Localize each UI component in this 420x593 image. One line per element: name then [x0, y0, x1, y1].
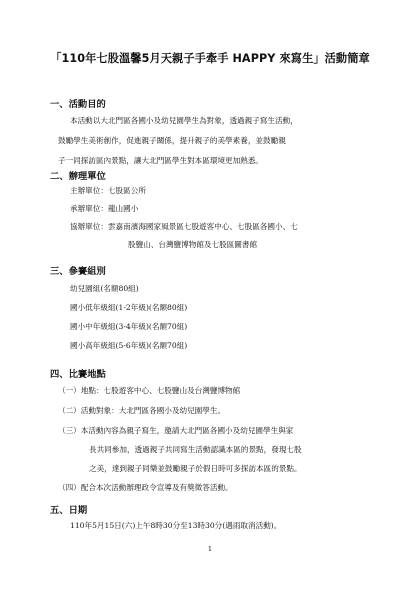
section-heading-date: 五、日期	[50, 505, 88, 516]
group-item-4: 國小高年級組(5-6年級)(名額70組)	[70, 341, 188, 350]
group-item-1: 幼兒園組(名額80組)	[70, 284, 139, 293]
purpose-line-3: 子一同探訪區內景點，讓大北門區學生對本區環境更加熟悉。	[58, 156, 264, 165]
detail-item-4: （四）配合本次活動辦理政令宣導及有獎徵答活動。	[58, 483, 233, 492]
detail-item-1: （一）地點：七股遊客中心、七股鹽山及台灣鹽博物館	[58, 386, 241, 395]
organizer-co-line-1: 協辦單位：雲嘉南濱海國家風景區七股遊客中心、七股區各國小、七	[70, 222, 298, 231]
detail-item-3-line-2: 長共同參加，透過親子共同寫生活動認識本區的景點，發現七股	[89, 445, 302, 454]
detail-item-2: （二）活動對象：大北門區各國小及幼兒園學生。	[58, 406, 226, 415]
group-item-3: 國小中年級組(3-4年級)(名額70組)	[70, 322, 188, 331]
group-item-2: 國小低年級組(1-2年級)(名額80組)	[70, 303, 188, 312]
detail-item-3-line-1: （三）本活動內容為親子寫生，邀請大北門區各國小及幼兒園學生與家	[58, 426, 294, 435]
section-heading-details: 四、比賽地點	[50, 369, 106, 380]
section-heading-groups: 三、參賽組別	[50, 266, 106, 277]
organizer-co-line-2: 股鹽山、台灣鹽博物館及七股區圖書館	[128, 240, 258, 249]
detail-item-3-line-3: 之美，達到親子同樂並鼓勵親子於假日時可多探訪本區的景點。	[89, 464, 302, 473]
section-heading-organizers: 二、辦理單位	[50, 171, 106, 182]
organizer-contractor: 承辦單位：龍山國小	[70, 204, 139, 213]
purpose-line-2: 鼓勵學生美術創作，促進親子關係，提升親子的美學素養，並鼓勵親	[58, 136, 286, 145]
purpose-line-1: 本活動以大北門區各國小及幼兒園學生為對象，透過親子寫生活動，	[70, 116, 298, 125]
page-number: 1	[207, 545, 213, 553]
section-heading-purpose: 一、活動目的	[50, 99, 106, 110]
organizer-host: 主辦單位：七股區公所	[70, 186, 146, 195]
event-date: 110年5月15日(六)上午8時30分至13時30分(遇雨取消活動)。	[70, 521, 282, 530]
document-title: 「110年七股溫馨5月天親子手牽手 HAPPY 來寫生」活動簡章	[50, 52, 370, 65]
